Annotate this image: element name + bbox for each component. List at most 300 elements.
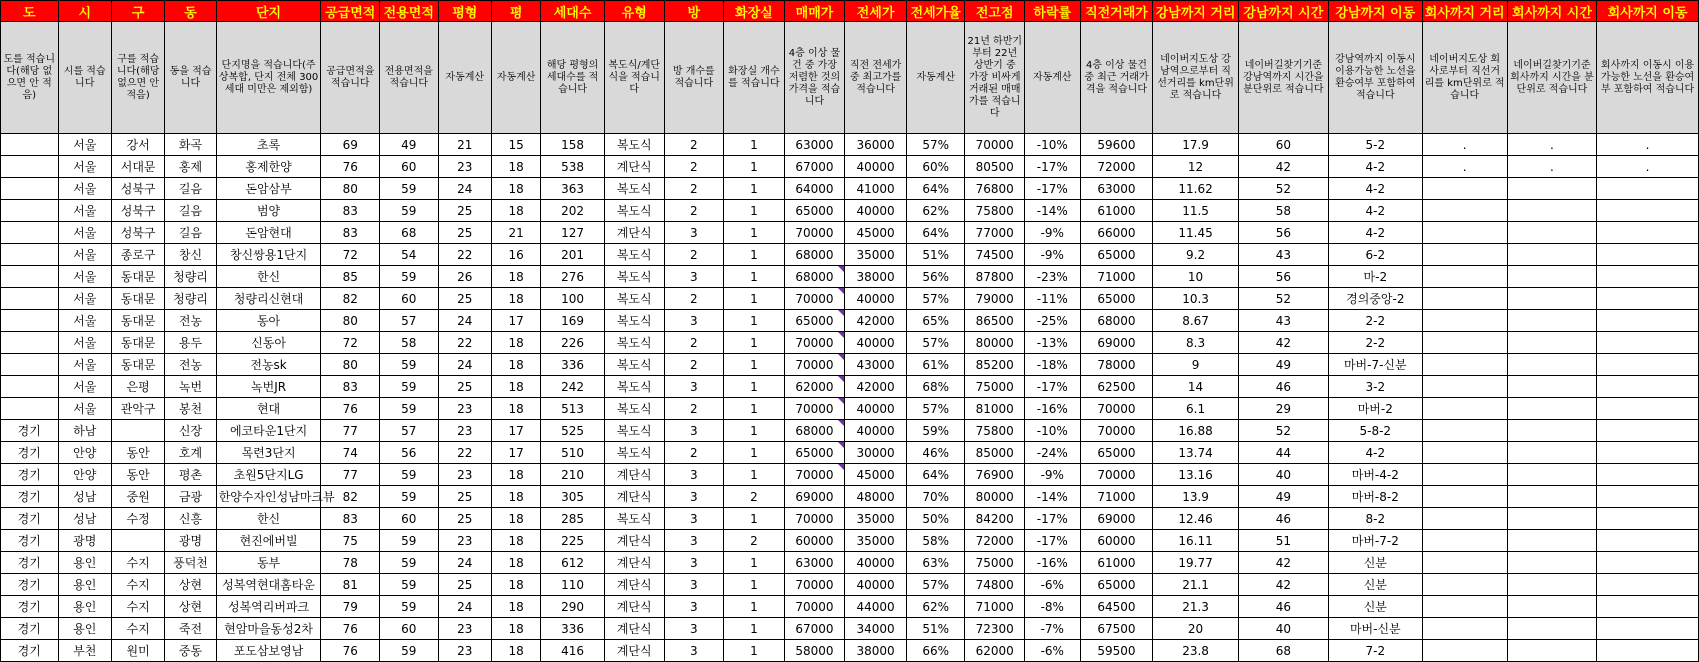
table-cell[interactable] (1507, 618, 1596, 640)
table-cell[interactable]: 용인 (58, 552, 111, 574)
table-cell[interactable]: 62000 (784, 376, 845, 398)
table-cell[interactable]: 69 (321, 134, 380, 156)
table-cell[interactable]: 서대문 (111, 156, 164, 178)
table-cell[interactable] (1597, 552, 1699, 574)
table-cell[interactable]: 계단식 (604, 530, 664, 552)
table-cell[interactable]: 49 (1238, 354, 1328, 376)
table-cell[interactable]: 11.62 (1153, 178, 1238, 200)
table-cell[interactable]: 65000 (1080, 442, 1153, 464)
table-cell[interactable]: 24 (438, 354, 491, 376)
table-cell[interactable]: 현대 (216, 398, 321, 420)
table-cell[interactable]: 59 (380, 640, 439, 662)
table-cell[interactable] (1597, 222, 1699, 244)
table-cell[interactable]: 3 (664, 420, 724, 442)
table-cell[interactable]: -10% (1025, 420, 1080, 442)
table-cell[interactable]: 복도식 (604, 376, 664, 398)
table-cell[interactable]: 285 (541, 508, 605, 530)
column-header[interactable]: 단지 (216, 1, 321, 22)
table-cell[interactable]: 305 (541, 486, 605, 508)
table-cell[interactable]: 서울 (58, 266, 111, 288)
column-description-cell[interactable]: 구를 적습니다(해당 없으면 안 적음) (111, 22, 164, 134)
column-description-cell[interactable]: 4층 이상 물건 중 최근 거래가격을 적습니다 (1080, 22, 1153, 134)
table-cell[interactable] (1422, 442, 1507, 464)
table-cell[interactable]: 마버-7-신분 (1329, 354, 1422, 376)
table-cell[interactable]: 57% (906, 134, 965, 156)
table-cell[interactable]: 50% (906, 508, 965, 530)
table-cell[interactable]: 경기 (1, 618, 59, 640)
table-cell[interactable]: 25 (438, 288, 491, 310)
table-cell[interactable]: 서울 (58, 310, 111, 332)
table-cell[interactable]: 경기 (1, 508, 59, 530)
table-cell[interactable]: 74 (321, 442, 380, 464)
table-cell[interactable]: 3 (664, 596, 724, 618)
table-cell[interactable]: 복도식 (604, 244, 664, 266)
table-cell[interactable]: -24% (1025, 442, 1080, 464)
table-cell[interactable]: 2 (664, 354, 724, 376)
table-cell[interactable]: . (1422, 134, 1507, 156)
table-cell[interactable]: 18 (491, 354, 540, 376)
table-cell[interactable]: 경기 (1, 640, 59, 662)
table-cell[interactable]: 18 (491, 486, 540, 508)
table-cell[interactable] (1507, 530, 1596, 552)
table-cell[interactable]: 69000 (1080, 508, 1153, 530)
table-cell[interactable]: 복도식 (604, 508, 664, 530)
table-cell[interactable]: 신분 (1329, 552, 1422, 574)
table-cell[interactable]: 64000 (784, 178, 845, 200)
table-cell[interactable]: 38000 (845, 266, 907, 288)
table-cell[interactable]: 경기 (1, 420, 59, 442)
table-cell[interactable]: 44000 (845, 596, 907, 618)
table-cell[interactable]: 2 (664, 200, 724, 222)
table-cell[interactable]: 110 (541, 574, 605, 596)
table-cell[interactable]: . (1422, 156, 1507, 178)
table-cell[interactable]: 복도식 (604, 310, 664, 332)
table-cell[interactable]: 40000 (845, 552, 907, 574)
table-cell[interactable]: 67000 (784, 618, 845, 640)
table-cell[interactable]: 201 (541, 244, 605, 266)
table-cell[interactable]: 64% (906, 178, 965, 200)
table-cell[interactable]: 63000 (784, 134, 845, 156)
table-cell[interactable]: 상현 (165, 596, 216, 618)
table-cell[interactable] (1422, 640, 1507, 662)
table-cell[interactable]: 서울 (58, 332, 111, 354)
column-description-cell[interactable]: 화장실 개수를 적습니다 (724, 22, 785, 134)
table-cell[interactable]: 에코타운1단지 (216, 420, 321, 442)
table-cell[interactable]: 죽전 (165, 618, 216, 640)
table-cell[interactable] (1597, 640, 1699, 662)
table-cell[interactable]: 80000 (965, 332, 1025, 354)
table-cell[interactable]: 70000 (784, 596, 845, 618)
table-cell[interactable]: 58000 (784, 640, 845, 662)
table-cell[interactable]: 계단식 (604, 640, 664, 662)
table-cell[interactable]: 마버-2 (1329, 398, 1422, 420)
table-cell[interactable]: 538 (541, 156, 605, 178)
table-cell[interactable]: 72000 (1080, 156, 1153, 178)
table-cell[interactable]: 2 (664, 244, 724, 266)
table-cell[interactable]: 안양 (58, 442, 111, 464)
table-cell[interactable]: 계단식 (604, 156, 664, 178)
table-cell[interactable]: 42 (1238, 156, 1328, 178)
table-cell[interactable]: 79000 (965, 288, 1025, 310)
table-cell[interactable]: 한신 (216, 266, 321, 288)
column-header[interactable]: 평형 (438, 1, 491, 22)
table-cell[interactable]: 57 (380, 420, 439, 442)
table-cell[interactable]: 18 (491, 508, 540, 530)
table-cell[interactable]: 계단식 (604, 222, 664, 244)
table-cell[interactable]: 초원5단지LG (216, 464, 321, 486)
table-cell[interactable]: 66000 (1080, 222, 1153, 244)
table-cell[interactable]: 성복역리버파크 (216, 596, 321, 618)
table-cell[interactable]: 68% (906, 376, 965, 398)
table-cell[interactable]: 62500 (1080, 376, 1153, 398)
table-cell[interactable]: 63000 (784, 552, 845, 574)
table-cell[interactable] (1597, 420, 1699, 442)
column-header[interactable]: 동 (165, 1, 216, 22)
column-description-cell[interactable]: 공급면적을 적습니다 (321, 22, 380, 134)
table-cell[interactable]: 경기 (1, 596, 59, 618)
table-cell[interactable]: 서울 (58, 376, 111, 398)
table-cell[interactable] (1597, 398, 1699, 420)
table-cell[interactable]: 72 (321, 244, 380, 266)
table-cell[interactable]: 은평 (111, 376, 164, 398)
table-cell[interactable] (1597, 464, 1699, 486)
table-cell[interactable]: 69000 (1080, 332, 1153, 354)
table-cell[interactable]: 수지 (111, 618, 164, 640)
table-cell[interactable]: 동부 (216, 552, 321, 574)
table-cell[interactable]: 1 (724, 442, 785, 464)
table-cell[interactable]: 마버-신분 (1329, 618, 1422, 640)
table-cell[interactable]: 23 (438, 530, 491, 552)
table-cell[interactable] (1507, 640, 1596, 662)
column-description-cell[interactable]: 자동계산 (906, 22, 965, 134)
table-cell[interactable] (1507, 200, 1596, 222)
table-cell[interactable]: -17% (1025, 508, 1080, 530)
table-cell[interactable]: 70000 (784, 354, 845, 376)
column-header[interactable]: 시 (58, 1, 111, 22)
table-cell[interactable]: 성복역현대홈타운 (216, 574, 321, 596)
table-cell[interactable]: 70000 (784, 574, 845, 596)
table-cell[interactable]: 5-8-2 (1329, 420, 1422, 442)
table-cell[interactable]: 158 (541, 134, 605, 156)
table-cell[interactable]: -16% (1025, 398, 1080, 420)
column-description-cell[interactable]: 시를 적습니다 (58, 22, 111, 134)
table-cell[interactable]: 67000 (784, 156, 845, 178)
table-cell[interactable]: 25 (438, 222, 491, 244)
table-cell[interactable]: 59600 (1080, 134, 1153, 156)
column-description-cell[interactable]: 전용면적을 적습니다 (380, 22, 439, 134)
table-cell[interactable]: 3-2 (1329, 376, 1422, 398)
table-cell[interactable]: 35000 (845, 508, 907, 530)
table-cell[interactable]: 43000 (845, 354, 907, 376)
table-cell[interactable]: 169 (541, 310, 605, 332)
table-cell[interactable]: 창신 (165, 244, 216, 266)
column-header[interactable]: 유형 (604, 1, 664, 22)
table-cell[interactable]: 서울 (58, 222, 111, 244)
table-cell[interactable]: -6% (1025, 574, 1080, 596)
table-cell[interactable]: 59 (380, 486, 439, 508)
table-cell[interactable]: 76 (321, 398, 380, 420)
table-cell[interactable]: 48000 (845, 486, 907, 508)
table-cell[interactable]: 76 (321, 640, 380, 662)
table-cell[interactable]: 42000 (845, 310, 907, 332)
table-cell[interactable]: 40000 (845, 332, 907, 354)
table-cell[interactable]: 서울 (58, 288, 111, 310)
table-cell[interactable] (1507, 486, 1596, 508)
table-cell[interactable]: 서울 (58, 134, 111, 156)
column-header[interactable]: 직전거래가 (1080, 1, 1153, 22)
table-cell[interactable]: 서울 (58, 354, 111, 376)
table-cell[interactable] (1, 288, 59, 310)
table-cell[interactable]: 75000 (965, 552, 1025, 574)
column-description-cell[interactable]: 4층 이상 물건 중 가장 저렴한 것의 가격을 적습니다 (784, 22, 845, 134)
table-cell[interactable]: 42000 (845, 376, 907, 398)
table-cell[interactable]: 18 (491, 288, 540, 310)
table-cell[interactable]: 85200 (965, 354, 1025, 376)
table-cell[interactable]: 24 (438, 552, 491, 574)
table-cell[interactable]: 75800 (965, 420, 1025, 442)
table-cell[interactable]: 성북구 (111, 222, 164, 244)
table-cell[interactable]: 65000 (1080, 574, 1153, 596)
table-cell[interactable]: 57% (906, 574, 965, 596)
table-cell[interactable]: 2-2 (1329, 310, 1422, 332)
table-cell[interactable]: 1 (724, 508, 785, 530)
table-cell[interactable] (1, 332, 59, 354)
table-cell[interactable]: 70% (906, 486, 965, 508)
table-cell[interactable]: 225 (541, 530, 605, 552)
table-cell[interactable]: 서울 (58, 178, 111, 200)
table-cell[interactable] (1422, 376, 1507, 398)
table-cell[interactable]: 12 (1153, 156, 1238, 178)
table-cell[interactable]: 57% (906, 398, 965, 420)
table-cell[interactable]: 계단식 (604, 618, 664, 640)
table-cell[interactable]: 70000 (784, 288, 845, 310)
table-cell[interactable]: 70000 (784, 398, 845, 420)
table-cell[interactable]: 58 (1238, 200, 1328, 222)
table-cell[interactable]: 81000 (965, 398, 1025, 420)
table-cell[interactable]: 80000 (965, 486, 1025, 508)
table-cell[interactable]: 24 (438, 310, 491, 332)
column-header[interactable]: 강남까지 시간 (1238, 1, 1328, 22)
table-cell[interactable]: 70000 (965, 134, 1025, 156)
table-cell[interactable]: 82 (321, 288, 380, 310)
table-cell[interactable]: 23 (438, 464, 491, 486)
table-cell[interactable]: 1 (724, 398, 785, 420)
table-cell[interactable]: 290 (541, 596, 605, 618)
table-cell[interactable]: 돈암삼부 (216, 178, 321, 200)
table-cell[interactable]: 동안 (111, 442, 164, 464)
table-cell[interactable]: 수정 (111, 508, 164, 530)
table-cell[interactable] (1597, 354, 1699, 376)
table-cell[interactable]: 2 (664, 288, 724, 310)
table-cell[interactable]: 목련3단지 (216, 442, 321, 464)
table-cell[interactable]: 75000 (965, 376, 1025, 398)
table-cell[interactable]: 청량리 (165, 288, 216, 310)
table-cell[interactable]: 25 (438, 486, 491, 508)
column-header[interactable]: 강남까지 거리 (1153, 1, 1238, 22)
table-cell[interactable]: 1 (724, 420, 785, 442)
table-cell[interactable]: 원미 (111, 640, 164, 662)
table-cell[interactable]: 19.77 (1153, 552, 1238, 574)
table-cell[interactable] (1, 398, 59, 420)
table-cell[interactable]: 7-2 (1329, 640, 1422, 662)
table-cell[interactable]: 18 (491, 398, 540, 420)
table-cell[interactable]: 65000 (1080, 288, 1153, 310)
table-cell[interactable]: 홍제 (165, 156, 216, 178)
table-cell[interactable] (1507, 574, 1596, 596)
table-cell[interactable]: 59 (380, 398, 439, 420)
table-cell[interactable]: 신흥 (165, 508, 216, 530)
column-header[interactable]: 회사까지 거리 (1422, 1, 1507, 22)
table-cell[interactable]: 화곡 (165, 134, 216, 156)
table-cell[interactable]: 관악구 (111, 398, 164, 420)
table-cell[interactable]: 5-2 (1329, 134, 1422, 156)
table-cell[interactable]: 46 (1238, 376, 1328, 398)
table-cell[interactable]: -16% (1025, 552, 1080, 574)
table-cell[interactable]: 64500 (1080, 596, 1153, 618)
table-cell[interactable] (111, 530, 164, 552)
table-cell[interactable] (1597, 332, 1699, 354)
table-cell[interactable]: 1 (724, 200, 785, 222)
table-cell[interactable]: 24 (438, 596, 491, 618)
table-cell[interactable]: 중원 (111, 486, 164, 508)
table-cell[interactable] (1, 222, 59, 244)
table-cell[interactable]: 58% (906, 530, 965, 552)
table-cell[interactable]: 복도식 (604, 420, 664, 442)
table-cell[interactable]: 59 (380, 530, 439, 552)
table-cell[interactable]: 경기 (1, 574, 59, 596)
table-cell[interactable]: 2 (664, 134, 724, 156)
table-cell[interactable]: 3 (664, 266, 724, 288)
table-cell[interactable] (1, 156, 59, 178)
table-cell[interactable]: 57% (906, 332, 965, 354)
table-cell[interactable] (1597, 288, 1699, 310)
table-cell[interactable]: 78000 (1080, 354, 1153, 376)
table-cell[interactable]: 1 (724, 244, 785, 266)
table-cell[interactable] (1597, 266, 1699, 288)
table-cell[interactable]: 마버-7-2 (1329, 530, 1422, 552)
table-cell[interactable]: -11% (1025, 288, 1080, 310)
table-cell[interactable]: 60% (906, 156, 965, 178)
table-cell[interactable]: 65000 (784, 310, 845, 332)
column-header[interactable]: 구 (111, 1, 164, 22)
table-cell[interactable]: 612 (541, 552, 605, 574)
table-cell[interactable]: -17% (1025, 178, 1080, 200)
table-cell[interactable]: 46 (1238, 596, 1328, 618)
table-cell[interactable]: 77 (321, 464, 380, 486)
table-cell[interactable] (1422, 618, 1507, 640)
table-cell[interactable]: 78 (321, 552, 380, 574)
table-cell[interactable]: 홍제한양 (216, 156, 321, 178)
table-cell[interactable]: 70000 (784, 332, 845, 354)
table-cell[interactable] (1507, 398, 1596, 420)
table-cell[interactable]: 60000 (784, 530, 845, 552)
table-cell[interactable]: 서울 (58, 398, 111, 420)
table-cell[interactable]: 풍덕천 (165, 552, 216, 574)
table-cell[interactable]: 경기 (1, 464, 59, 486)
table-cell[interactable]: 60 (1238, 134, 1328, 156)
table-cell[interactable]: 18 (491, 640, 540, 662)
table-cell[interactable]: 46% (906, 442, 965, 464)
table-cell[interactable]: 74500 (965, 244, 1025, 266)
table-cell[interactable]: 80 (321, 178, 380, 200)
table-cell[interactable]: 부천 (58, 640, 111, 662)
table-cell[interactable] (1422, 398, 1507, 420)
table-cell[interactable]: 67500 (1080, 618, 1153, 640)
table-cell[interactable]: 3 (664, 376, 724, 398)
table-cell[interactable]: 83 (321, 200, 380, 222)
table-cell[interactable]: 127 (541, 222, 605, 244)
table-cell[interactable]: 13.74 (1153, 442, 1238, 464)
table-cell[interactable]: 22 (438, 442, 491, 464)
table-cell[interactable]: 81 (321, 574, 380, 596)
table-cell[interactable]: 70000 (1080, 420, 1153, 442)
table-cell[interactable]: 86500 (965, 310, 1025, 332)
table-cell[interactable]: 70000 (1080, 464, 1153, 486)
table-cell[interactable]: 43 (1238, 310, 1328, 332)
table-cell[interactable]: 1 (724, 156, 785, 178)
table-cell[interactable]: 2 (724, 486, 785, 508)
table-cell[interactable]: 36000 (845, 134, 907, 156)
table-cell[interactable]: 복도식 (604, 200, 664, 222)
table-cell[interactable]: 경의중앙-2 (1329, 288, 1422, 310)
table-cell[interactable]: 59500 (1080, 640, 1153, 662)
table-cell[interactable]: 2 (664, 332, 724, 354)
column-description-cell[interactable]: 21년 하반기부터 22년 상반기 중 가장 비싸게 거래된 매매가를 적습니다 (965, 22, 1025, 134)
table-cell[interactable]: 59 (380, 354, 439, 376)
table-cell[interactable]: 경기 (1, 486, 59, 508)
column-header[interactable]: 도 (1, 1, 59, 22)
table-cell[interactable]: 성북구 (111, 178, 164, 200)
table-cell[interactable]: 25 (438, 200, 491, 222)
table-cell[interactable] (1597, 530, 1699, 552)
table-cell[interactable]: 신분 (1329, 574, 1422, 596)
table-cell[interactable]: 226 (541, 332, 605, 354)
table-cell[interactable]: 40000 (845, 420, 907, 442)
table-cell[interactable] (1, 200, 59, 222)
table-cell[interactable] (1422, 200, 1507, 222)
table-cell[interactable]: 용인 (58, 574, 111, 596)
table-cell[interactable]: 전농 (165, 310, 216, 332)
table-cell[interactable]: 동안 (111, 464, 164, 486)
table-cell[interactable] (1507, 310, 1596, 332)
table-cell[interactable]: 60 (380, 618, 439, 640)
table-cell[interactable]: 2 (724, 530, 785, 552)
table-cell[interactable]: 80500 (965, 156, 1025, 178)
table-cell[interactable]: 안양 (58, 464, 111, 486)
table-cell[interactable]: 54 (380, 244, 439, 266)
table-cell[interactable]: 82 (321, 486, 380, 508)
table-cell[interactable] (1, 310, 59, 332)
table-cell[interactable]: 59 (380, 266, 439, 288)
table-cell[interactable]: 복도식 (604, 288, 664, 310)
table-cell[interactable] (1, 178, 59, 200)
table-cell[interactable]: 40000 (845, 288, 907, 310)
table-cell[interactable]: 65000 (1080, 244, 1153, 266)
table-cell[interactable]: 1 (724, 332, 785, 354)
table-cell[interactable]: 18 (491, 376, 540, 398)
table-cell[interactable]: 17.9 (1153, 134, 1238, 156)
table-cell[interactable]: 18 (491, 464, 540, 486)
table-cell[interactable]: 61000 (1080, 552, 1153, 574)
table-cell[interactable]: 용인 (58, 618, 111, 640)
table-cell[interactable]: 18 (491, 332, 540, 354)
table-cell[interactable]: 63000 (1080, 178, 1153, 200)
table-cell[interactable]: 복도식 (604, 134, 664, 156)
table-cell[interactable]: 1 (724, 552, 785, 574)
table-cell[interactable]: 21.1 (1153, 574, 1238, 596)
table-cell[interactable]: 18 (491, 178, 540, 200)
table-cell[interactable]: 40000 (845, 200, 907, 222)
